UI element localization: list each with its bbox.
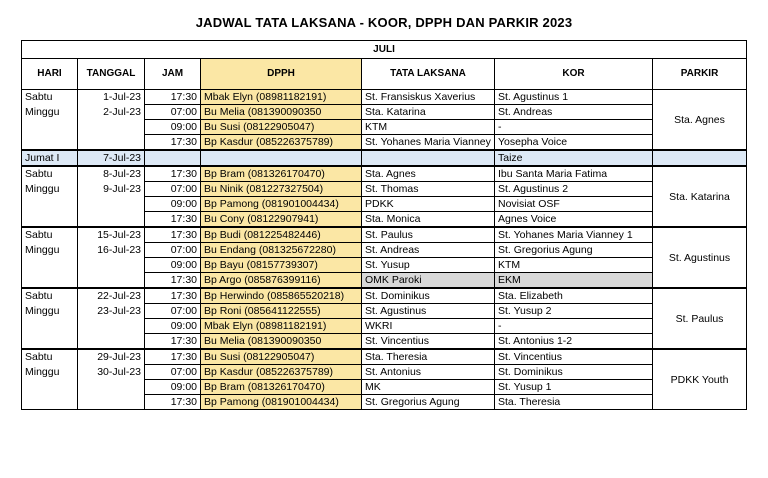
col-header-kor: KOR [495,59,653,90]
cell-hari [22,395,78,410]
cell-tanggal: 29-Jul-23 [78,349,145,365]
cell-tanggal [78,334,145,350]
cell-dpph: Mbak Elyn (08981182191) [201,90,362,105]
table-row [22,166,747,182]
cell-kor: - [495,319,653,334]
table-row [22,349,747,365]
cell-parkir: Sta. Agnes [653,90,747,151]
cell-dpph: Bu Susi (08122905047) [201,349,362,365]
cell-tanggal: 30-Jul-23 [78,365,145,380]
cell-jam: 17:30 [145,227,201,243]
cell-jam: 17:30 [145,288,201,304]
col-header-jam: JAM [145,59,201,90]
cell-hari: Jumat I [22,150,78,166]
col-header-hari: HARI [22,59,78,90]
cell-dpph: Mbak Elyn (08981182191) [201,319,362,334]
cell-jam: 07:00 [145,243,201,258]
cell-dpph: Bp Kasdur (085226375789) [201,135,362,151]
table-row [22,197,747,212]
cell-jam: 17:30 [145,395,201,410]
cell-dpph: Bp Bram (081326170470) [201,166,362,182]
table-row [22,365,747,380]
cell-tanggal: 8-Jul-23 [78,166,145,182]
cell-hari: Minggu [22,304,78,319]
cell-kor: St. Yusup 1 [495,380,653,395]
table-row [22,288,747,304]
table-row [22,182,747,197]
cell-tata-laksana: St. Thomas [362,182,495,197]
cell-dpph: Bp Budi (081225482446) [201,227,362,243]
cell-kor: St. Antonius 1-2 [495,334,653,350]
cell-tata-laksana: St. Andreas [362,243,495,258]
cell-tanggal [78,258,145,273]
cell-tanggal [78,380,145,395]
cell-parkir: Sta. Katarina [653,166,747,227]
table-row [22,380,747,395]
cell-hari: Minggu [22,105,78,120]
cell-hari [22,319,78,334]
cell-tata-laksana: Sta. Theresia [362,349,495,365]
cell-tata-laksana: St. Dominikus [362,288,495,304]
cell-dpph: Bp Herwindo (085865520218) [201,288,362,304]
cell-tata-laksana: WKRI [362,319,495,334]
cell-jam: 07:00 [145,182,201,197]
cell-jam [145,150,201,166]
cell-kor: St. Andreas [495,105,653,120]
cell-kor: Sta. Theresia [495,395,653,410]
cell-dpph [201,150,362,166]
cell-hari [22,120,78,135]
cell-tata-laksana: St. Fransiskus Xaverius [362,90,495,105]
cell-kor: Sta. Elizabeth [495,288,653,304]
cell-kor: St. Agustinus 2 [495,182,653,197]
cell-dpph: Bu Ninik (081227327504) [201,182,362,197]
table-row [22,120,747,135]
cell-dpph: Bu Susi (08122905047) [201,120,362,135]
cell-tanggal [78,197,145,212]
document-title: JADWAL TATA LAKSANA - KOOR, DPPH DAN PARKIR 2023 [195,15,573,30]
cell-hari: Sabtu [22,166,78,182]
table-row [22,334,747,350]
table-row [22,258,747,273]
cell-jam: 07:00 [145,304,201,319]
cell-tanggal: 1-Jul-23 [78,90,145,105]
cell-dpph: Bp Bram (081326170470) [201,380,362,395]
cell-tanggal [78,395,145,410]
cell-jam: 09:00 [145,258,201,273]
month-header: JULI [22,41,747,59]
cell-jam: 17:30 [145,212,201,228]
cell-tata-laksana: St. Agustinus [362,304,495,319]
cell-parkir: St. Paulus [653,288,747,349]
cell-hari: Minggu [22,365,78,380]
cell-parkir: PDKK Youth [653,349,747,410]
cell-parkir [653,150,747,166]
cell-dpph: Bu Melia (081390090350 [201,105,362,120]
cell-jam: 17:30 [145,90,201,105]
cell-dpph: Bp Roni (085641122555) [201,304,362,319]
cell-tata-laksana: MK [362,380,495,395]
cell-jam: 09:00 [145,120,201,135]
cell-tata-laksana: St. Gregorius Agung [362,395,495,410]
cell-jam: 17:30 [145,349,201,365]
cell-parkir: St. Agustinus [653,227,747,288]
schedule-table [21,40,747,410]
cell-hari [22,334,78,350]
cell-tata-laksana: St. Yusup [362,258,495,273]
cell-tanggal [78,120,145,135]
cell-dpph: Bu Cony (08122907941) [201,212,362,228]
cell-tanggal: 9-Jul-23 [78,182,145,197]
cell-tata-laksana: OMK Paroki [362,273,495,289]
col-header-parkir: PARKIR [653,59,747,90]
cell-kor: KTM [495,258,653,273]
cell-hari: Sabtu [22,90,78,105]
cell-tata-laksana: Sta. Katarina [362,105,495,120]
cell-tanggal [78,273,145,289]
cell-jam: 09:00 [145,319,201,334]
cell-jam: 17:30 [145,166,201,182]
cell-tanggal: 2-Jul-23 [78,105,145,120]
cell-jam: 07:00 [145,365,201,380]
cell-dpph: Bp Argo (085876399116) [201,273,362,289]
cell-dpph: Bu Melia (081390090350 [201,334,362,350]
cell-jam: 09:00 [145,380,201,395]
cell-kor: St. Vincentius [495,349,653,365]
table-row-jumat [22,150,747,166]
col-header-tata-laksana: TATA LAKSANA [362,59,495,90]
table-row [22,90,747,105]
cell-tanggal: 23-Jul-23 [78,304,145,319]
cell-hari: Sabtu [22,227,78,243]
cell-hari [22,273,78,289]
cell-tata-laksana [362,150,495,166]
table-row [22,319,747,334]
table-row [22,273,747,289]
cell-hari: Minggu [22,182,78,197]
table-row [22,105,747,120]
cell-kor: Taize [495,150,653,166]
cell-tanggal [78,135,145,151]
cell-tata-laksana: Sta. Monica [362,212,495,228]
cell-hari [22,135,78,151]
cell-hari [22,197,78,212]
cell-dpph: Bp Pamong (081901004434) [201,197,362,212]
cell-tanggal [78,212,145,228]
cell-tanggal: 22-Jul-23 [78,288,145,304]
cell-kor: St. Yusup 2 [495,304,653,319]
table-row [22,243,747,258]
cell-dpph: Bp Bayu (08157739307) [201,258,362,273]
cell-jam: 17:30 [145,135,201,151]
cell-tata-laksana: St. Vincentius [362,334,495,350]
cell-jam: 17:30 [145,273,201,289]
cell-tanggal [78,319,145,334]
cell-kor: EKM [495,273,653,289]
cell-tata-laksana: St. Paulus [362,227,495,243]
cell-kor: St. Dominikus [495,365,653,380]
cell-kor: - [495,120,653,135]
cell-hari [22,212,78,228]
cell-kor: Yosepha Voice [495,135,653,151]
cell-tanggal: 15-Jul-23 [78,227,145,243]
cell-jam: 17:30 [145,334,201,350]
cell-tanggal: 7-Jul-23 [78,150,145,166]
table-row [22,395,747,410]
table-row [22,212,747,228]
cell-kor: Novisiat OSF [495,197,653,212]
cell-hari: Minggu [22,243,78,258]
cell-dpph: Bp Kasdur (085226375789) [201,365,362,380]
cell-tata-laksana: Sta. Agnes [362,166,495,182]
cell-hari: Sabtu [22,349,78,365]
table-row [22,304,747,319]
cell-tata-laksana: St. Antonius [362,365,495,380]
cell-dpph: Bp Pamong (081901004434) [201,395,362,410]
cell-jam: 07:00 [145,105,201,120]
cell-tata-laksana: PDKK [362,197,495,212]
cell-hari [22,258,78,273]
cell-kor: Agnes Voice [495,212,653,228]
cell-jam: 09:00 [145,197,201,212]
table-row [22,135,747,151]
cell-hari [22,380,78,395]
cell-kor: Ibu Santa Maria Fatima [495,166,653,182]
cell-kor: St. Agustinus 1 [495,90,653,105]
cell-tata-laksana: KTM [362,120,495,135]
cell-tata-laksana: St. Yohanes Maria Vianney [362,135,495,151]
table-row [22,227,747,243]
col-header-dpph: DPPH [201,59,362,90]
cell-kor: St. Gregorius Agung [495,243,653,258]
col-header-tanggal: TANGGAL [78,59,145,90]
cell-tanggal: 16-Jul-23 [78,243,145,258]
cell-dpph: Bu Endang (081325672280) [201,243,362,258]
cell-hari: Sabtu [22,288,78,304]
cell-kor: St. Yohanes Maria Vianney 1 [495,227,653,243]
